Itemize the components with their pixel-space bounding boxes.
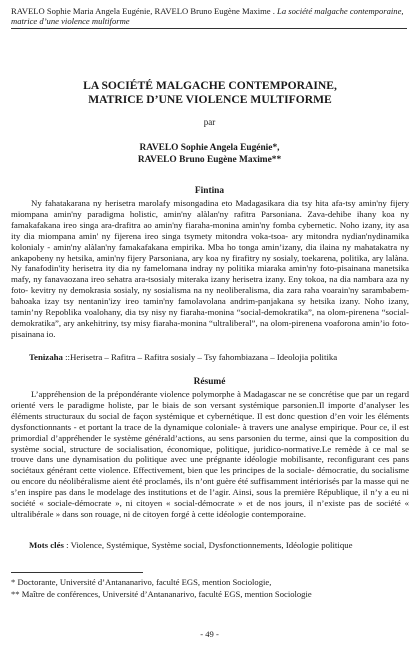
- author-block: [0, 143, 419, 166]
- resume-keywords-label: Mots clés: [29, 540, 64, 550]
- fintina-keywords: [11, 352, 409, 363]
- resume-abstract: L’appréhension de la prépondérante violence polymorphe à Madagascar ne se concrétise que par un regard orienté vers le paradigme holiste, par le biais de son versant systémique parsonien.Il importe d’analyser les éléments structuraux du social de façon systémique et cybernétique. Il est donc question d’en voir les éléments dysfonctionnants - et portant la trace de la dynamique coloniale- à travers une analyse empirique. Pour ce, il est primordial d’appréhender le système générald’actions, au sens parsonien du terme, ainsi que la composition du système social, structure de socialisation, économique, politique, juridico-normative.Le remède à ce mal se trouve dans une dynamisation du politique avec une prégnante idéologie mobilisante, reconfigurant ces pans sociétaux générant cette violence. Effectivement, bien que les principes de la sociale- démocratie, du socialisme ou encore du néolibéralisme aient été proclamés, ils n’ont guère été suffisamment intériorisés par la masse qui ne s’en inspire pas dans le modelage des institutions et de l’agir. Ainsi, sous la première République, il n’y a eu ni société « sociale-démocrate », ni citoyen « social-démocrate » et de nos jours, il n’existe pas de société « ultralibérale » dans son rouage, ni de citoyen forgé à cette idéologie contemporaine.: [11, 389, 410, 519]
- resume-heading: Résumé: [193, 377, 226, 387]
- resume-keywords-list: : Violence, Systémique, Système social, Dysfonctionnements, Idéologie politique: [63, 540, 353, 550]
- footnotes: [11, 577, 411, 600]
- footnote-1: * Doctorante, Université d’Antananarivo, faculté EGS, mention Sociologie,: [11, 577, 272, 587]
- article-title-line-2: MATRICE D’UNE VIOLENCE MULTIFORME: [88, 93, 332, 106]
- running-head: [11, 6, 411, 26]
- footnote-rule: [11, 572, 143, 573]
- fintina-heading: Fintina: [194, 186, 225, 196]
- by-label: par: [203, 117, 216, 127]
- page-number: - 49 -: [200, 629, 219, 639]
- author-1: RAVELO Sophie Angela Eugénie*,: [139, 143, 280, 153]
- fintina-abstract: Ny fahatakarana ny herisetra marolafy misongadina eto Madagasikara dia tsy hita afa-tsy amin'ny fijery miompana amin'ny paradigma holistic, amin'ny alàlan'ny rafitra Parsoniana. Zava-dehibe ihany koa ny famakafakana ireo singa ara-drafitra ao amin'ny fiaraha-monina amin'ny fomba cybernetic. Noho izany, ity asa ity dia miompana amin' ny fijerena ireo singa tsymety mitondra voka-tsoa- ary mitondra nydian'nydinamika kolonialy - amin'ny alàlan'ny famakafakana empirika. Mba ho tonga amin’izany, dia ilaina ny mahatakatra ny ankapobeny ny hetsika, amin'ny fijery Parsoniana, ary koa ny firafitry ny sosialy, toekarena, politika, ary lalàna. Ny fanafodin'ity herisetra ity dia ny famelomana indray ny politika miaraka amin'ny foto-pisainana manetsika mafy, ny fanavaozana ireo sehatra ara-tsosialy miteraka izany herisetra izany. Eny tokoa, na dia nambara aza ny foto- kevitry ny demokrasia sosialy, ny sosialisma na ny neoliberalisma, dia zara raha voarain'ny sarambabem-bahoaka izay tsy nentanin'izy ireo tamin'ny famolavolana andrim-panjakana sy hetsika izany. Noho izany, tamin’ny Repoblika voalohany, dia tsy nisy ny fiaraha-monina “social-demokratika”, na olom-pirenena “social-demokratika”, ary ankehitriny, tsy misy fiaraha-monina “ultraliberal”, na olom-pirenena voaforona amin’io foto-pisainana io.: [11, 198, 409, 339]
- resume-keywords: [11, 540, 409, 551]
- article-title: [20, 79, 400, 107]
- author-2: RAVELO Bruno Eugène Maxime**: [137, 154, 282, 165]
- fintina-keywords-list: ::Herisetra – Rafitra – Rafitra sosialy – Tsy fahombiazana – Ideolojia politika: [62, 352, 338, 362]
- footnote-2: ** Maître de conférences, Université d’Antananarivo, faculté EGS, mention Sociologie: [11, 588, 312, 599]
- article-title-line-1: LA SOCIÉTÉ MALGACHE CONTEMPORAINE,: [83, 79, 337, 92]
- running-head-authors: RAVELO Sophie Maria Angela Eugénie, RAVELO Bruno Eugène Maxime .: [11, 6, 278, 16]
- running-head-title: La société malgache contemporaine, matrice d’une violence multiforme: [11, 6, 404, 26]
- header-rule: [11, 28, 407, 29]
- fintina-keywords-label: Tenizaha: [29, 352, 63, 362]
